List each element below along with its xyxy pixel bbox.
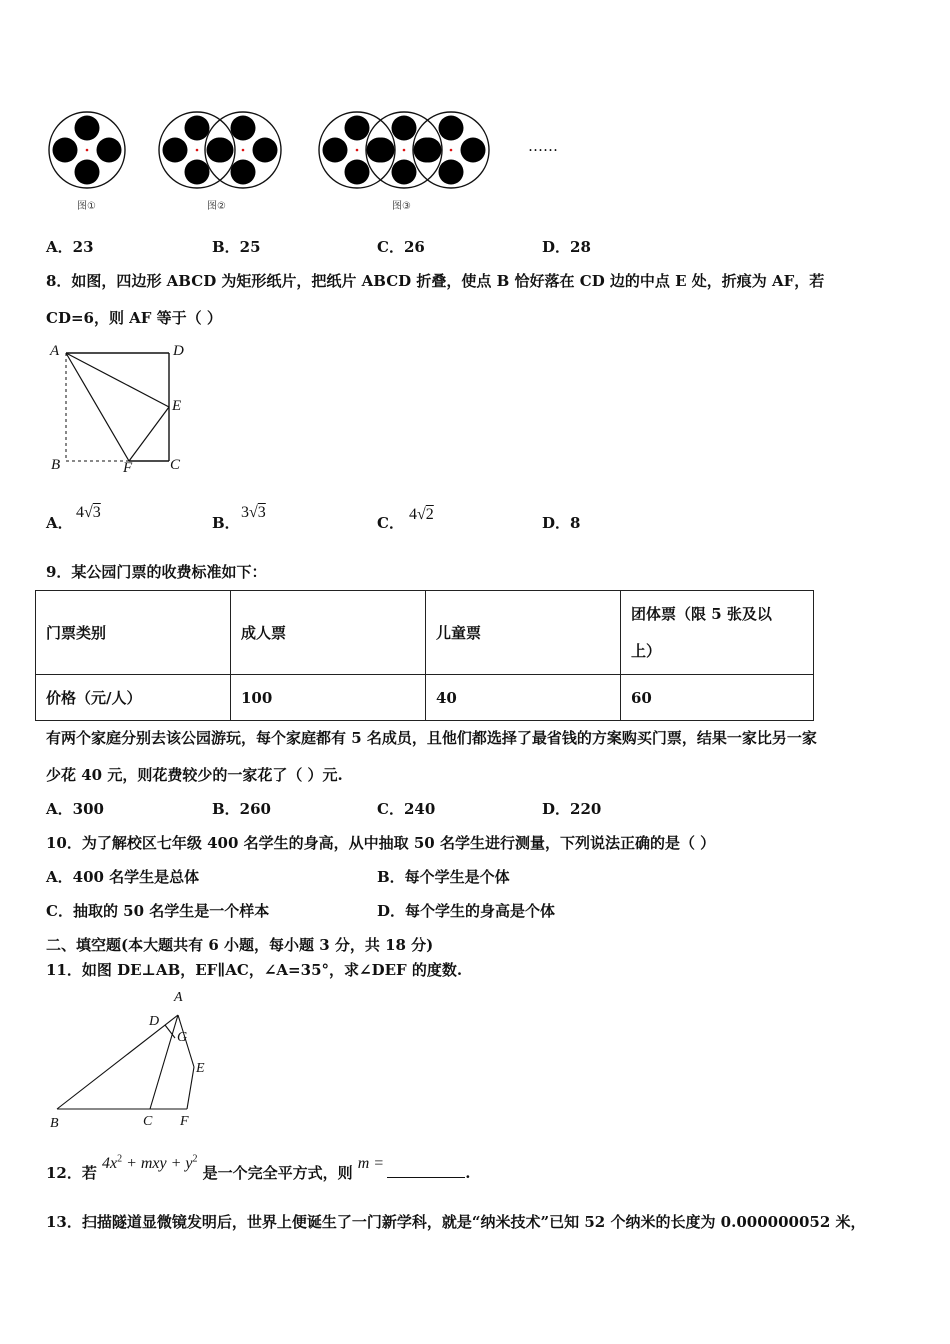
center-dot	[403, 149, 406, 152]
ticket-price-table	[35, 590, 814, 721]
q8-option-b-letter: B．	[212, 514, 240, 532]
q12-suffix: .	[465, 1164, 471, 1182]
filled-circle	[439, 160, 464, 185]
table-row	[36, 591, 814, 675]
filled-circle	[392, 160, 417, 185]
q10-title: 10．为了解校区七年级 400 名学生的身高，从中抽取 50 名学生进行测量，下列说法正确的是（ ）	[46, 834, 716, 852]
filled-circle	[461, 138, 486, 163]
q8-label-e: E	[172, 398, 182, 414]
q9-option-d: D．220	[542, 800, 602, 818]
q7-option-a: A．23	[46, 238, 94, 256]
q8-option-b-value	[241, 502, 266, 522]
q7-option-d: D．28	[542, 238, 591, 256]
q7-figure-caption-3: 图③	[392, 201, 411, 212]
q8-option-b-coef: 3	[241, 504, 249, 521]
radical-sign-icon: √	[417, 506, 426, 523]
q11-label-b: B	[50, 1116, 59, 1131]
q11-label-a: A	[174, 990, 183, 1005]
q8-option-b-radicand: 3	[257, 504, 266, 521]
q8-label-d: D	[173, 343, 184, 359]
filled-circle	[231, 160, 256, 185]
q8-option-c-value	[409, 504, 434, 524]
q12-variable: m =	[357, 1155, 385, 1172]
q7-pattern-figures	[40, 108, 620, 208]
center-dot	[242, 149, 245, 152]
group-ticket-label-line-1: 团体票（限 5 张及以	[631, 604, 772, 623]
q10-option-a: A．400 名学生是总体	[46, 868, 200, 886]
table-cell: 价格（元/人）	[36, 675, 231, 721]
q8-option-d-letter: D．	[542, 514, 571, 532]
q12-prefix: 12．若	[46, 1164, 97, 1182]
q10-option-b: B．每个学生是个体	[377, 868, 510, 886]
table-header-cell: 儿童票	[426, 591, 621, 675]
filled-circle	[417, 138, 442, 163]
q8-option-a-radicand: 3	[92, 504, 101, 521]
q11-label-e: E	[196, 1061, 205, 1076]
q12-expr-b: + mxy + y	[122, 1155, 193, 1172]
q8-option-a-letter: A．	[46, 514, 73, 532]
section-heading: 二、填空题(本大题共有 6 小题，每小题 3 分，共 18 分)	[46, 936, 434, 954]
q8-option-c-coef: 4	[409, 506, 417, 523]
q10-option-d: D．每个学生的身高是个体	[377, 902, 556, 920]
table-header-cell-group	[621, 591, 814, 675]
filled-circle	[392, 116, 417, 141]
q8-label-f: F	[123, 460, 133, 476]
q7-option-c: C．26	[377, 238, 425, 256]
filled-circle	[439, 116, 464, 141]
q12-sup-1: 2	[117, 1153, 123, 1165]
q9-question-line-2: 少花 40 元，则花费较少的一家花了（ ）元.	[46, 766, 343, 784]
q13-title: 13．扫描隧道显微镜发明后，世界上便诞生了一门新学科，就是“纳米技术”已知 52 个纳米的长度为 0.000000052 米，	[46, 1213, 866, 1231]
table-row	[36, 675, 814, 721]
radical-sign-icon: √	[249, 504, 258, 521]
q12-answer-blank[interactable]	[387, 1163, 465, 1178]
q12-sup-2: 2	[192, 1153, 198, 1165]
q11-title: 11．如图 DE⊥AB，EF∥AC，∠A=35°，求∠DEF 的度数.	[46, 961, 463, 979]
filled-circle	[345, 116, 370, 141]
center-dot	[196, 149, 199, 152]
table-cell: 60	[621, 675, 814, 721]
q12-middle: 是一个完全平方式，则	[202, 1164, 353, 1182]
filled-circle	[185, 160, 210, 185]
q8-question-line-1: 8．如图，四边形 ABCD 为矩形纸片，把纸片 ABCD 折叠，使点 B 恰好落在 CD 边的中点 E 处，折痕为 AF，若	[46, 272, 825, 290]
filled-circle	[163, 138, 188, 163]
q9-option-b: B．260	[212, 800, 271, 818]
group-ticket-label-line-2: 上）	[631, 641, 662, 660]
filled-circle	[370, 138, 395, 163]
filled-circle	[253, 138, 278, 163]
radical-sign-icon: √	[84, 504, 93, 521]
q11-triangle-figure	[40, 995, 240, 1135]
q12-question	[46, 1152, 471, 1182]
q9-title: 9．某公园门票的收费标准如下：	[46, 563, 267, 581]
q8-option-d	[542, 512, 580, 533]
q8-option-a-value	[76, 502, 101, 522]
q12-expr-a: 4x	[101, 1155, 118, 1172]
q11-label-g: G	[177, 1030, 188, 1045]
filled-circle	[75, 160, 100, 185]
q7-option-b: B．25	[212, 238, 261, 256]
center-dot	[356, 149, 359, 152]
table-cell: 100	[231, 675, 426, 721]
filled-circle	[323, 138, 348, 163]
q11-label-f: F	[180, 1114, 189, 1129]
q7-figure-caption-1: 图①	[77, 201, 96, 212]
filled-circle	[53, 138, 78, 163]
q11-label-c: C	[143, 1114, 153, 1129]
filled-circle	[345, 160, 370, 185]
q7-ellipsis: ……	[528, 137, 558, 155]
table-header-cell: 门票类别	[36, 591, 231, 675]
q8-option-a-coef: 4	[76, 504, 84, 521]
filled-circle	[97, 138, 122, 163]
center-dot	[450, 149, 453, 152]
q9-option-c: C．240	[377, 800, 436, 818]
q8-label-b: B	[51, 457, 61, 473]
q8-label-c: C	[170, 457, 181, 473]
q11-label-d: D	[149, 1014, 160, 1029]
filled-circle	[185, 116, 210, 141]
q9-option-a: A．300	[46, 800, 104, 818]
center-dot	[86, 149, 89, 152]
filled-circle	[209, 138, 234, 163]
q8-option-c-letter: C．	[377, 514, 404, 532]
q8-option-c-radicand: 2	[425, 506, 434, 523]
filled-circle	[75, 116, 100, 141]
q10-option-c: C．抽取的 50 名学生是一个样本	[46, 902, 270, 920]
q8-question-line-2: CD=6，则 AF 等于（ ）	[46, 309, 222, 327]
filled-circle	[231, 116, 256, 141]
q8-label-a: A	[50, 343, 60, 359]
table-header-cell: 成人票	[231, 591, 426, 675]
q9-question-line-1: 有两个家庭分别去该公园游玩，每个家庭都有 5 名成员，且他们都选择了最省钱的方案购买门票，结果一家比另一家	[46, 729, 817, 747]
table-cell: 40	[426, 675, 621, 721]
q7-figure-caption-2: 图②	[207, 201, 226, 212]
q8-option-d-text: 8	[570, 514, 581, 532]
